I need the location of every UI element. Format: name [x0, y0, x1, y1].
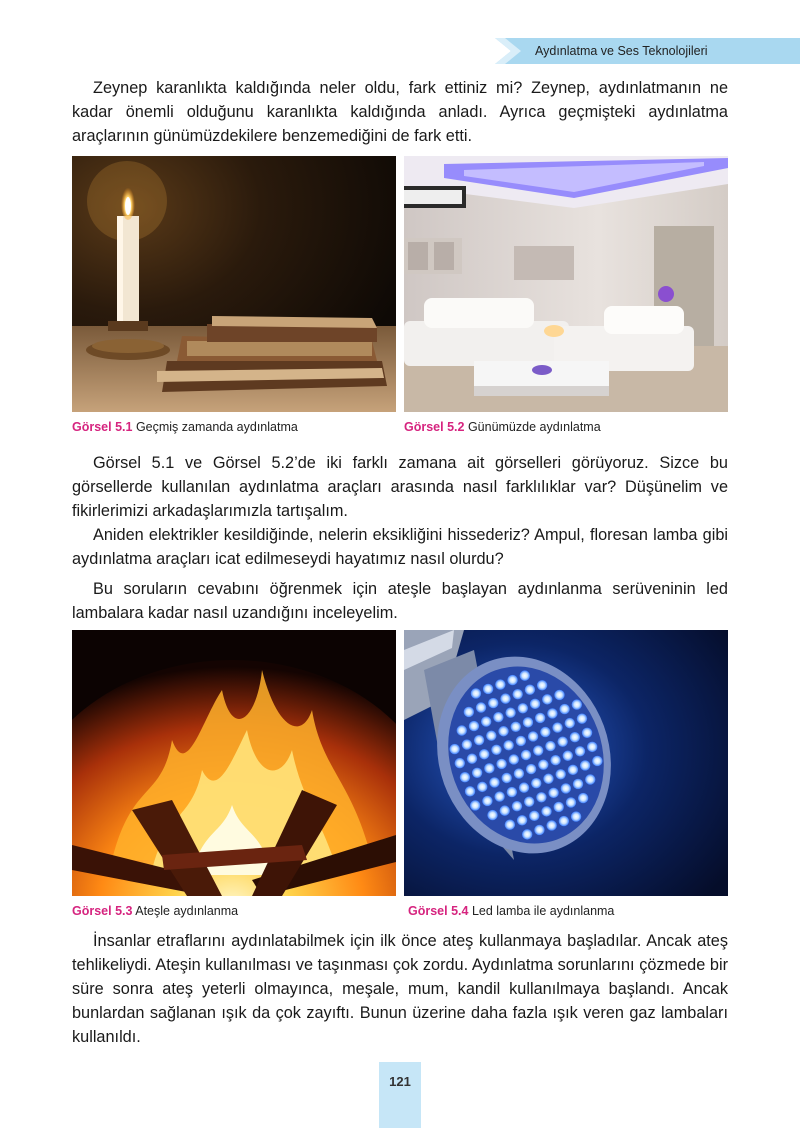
- page-number-tab: [379, 1062, 421, 1128]
- candle-books-photo: [72, 156, 396, 412]
- transition-paragraph: Bu soruların cevabını öğrenmek için ateşle başlayan aydınlanma serüveninin led lambalara kadar nasıl uzandığını inceleyelim.: [72, 580, 728, 622]
- intro-paragraph: Zeynep karanlıkta kaldığında neler oldu, fark ettiniz mi? Zeynep, aydınlatmanın ne kadar önemli olduğunu karanlıkta kaldığında anladı. Ayrıca geçmişteki aydınlatma araçlarının günümüzdekilere benzemediğini de fark etti.: [72, 79, 728, 145]
- figure-caption-5-1: [72, 420, 298, 434]
- figure-caption-text: Led lamba ile aydınlanma: [471, 904, 615, 918]
- history-paragraph: İnsanlar etraflarını aydınlatabilmek için ilk önce ateş kullanmaya başladılar. Ancak ateş tehlikeliydi. Ateşin kullanılması ve taşınması çok zordu. Aydınlatma sorunlarını çözmede bir süre sonra ateş yeterli olmayınca, meşale, mum, kandil kullanılmaya başlandı. Ancak bunlardan sağlanan ışık da çok zayıftı. Bunun üzerine daha fazla ışık veren gaz lambaları kullanıldı.: [72, 932, 728, 1046]
- chapter-header: [495, 38, 800, 64]
- figure-label: Görsel 5.4: [408, 904, 469, 918]
- figure-label: Görsel 5.1: [72, 420, 133, 434]
- bonfire-photo: [72, 630, 396, 896]
- figure-caption-5-3: [72, 904, 238, 918]
- discussion-paragraph: Görsel 5.1 ve Görsel 5.2’de iki farklı zamana ait görselleri görüyoruz. Sizce bu görsellerde kullanılan aydınlatma araçları arasında nasıl farklılıklar var? Düşünelim ve fikirlerimizi arkadaşlarımızla tartışalım.: [72, 454, 728, 520]
- figure-label: Görsel 5.2: [404, 420, 465, 434]
- figure-caption-text: Ateşle aydınlanma: [135, 904, 239, 918]
- figure-label: Görsel 5.3: [72, 904, 133, 918]
- chapter-title: Aydınlatma ve Ses Teknolojileri: [535, 44, 708, 58]
- figure-caption-text: Geçmiş zamanda aydınlatma: [135, 420, 298, 434]
- figure-caption-5-2: [404, 420, 601, 434]
- figure-caption-text: Günümüzde aydınlatma: [467, 420, 601, 434]
- page-number: 121: [389, 1074, 411, 1089]
- led-lamp-photo: [404, 630, 728, 896]
- question-paragraph: Aniden elektrikler kesildiğinde, nelerin eksikliğini hissederiz? Ampul, floresan lamba gibi aydınlatma araçları icat edilmeseydi hayatımız nasıl olurdu?: [72, 526, 728, 568]
- figure-caption-5-4: [408, 904, 614, 918]
- modern-living-room-photo: [404, 156, 728, 412]
